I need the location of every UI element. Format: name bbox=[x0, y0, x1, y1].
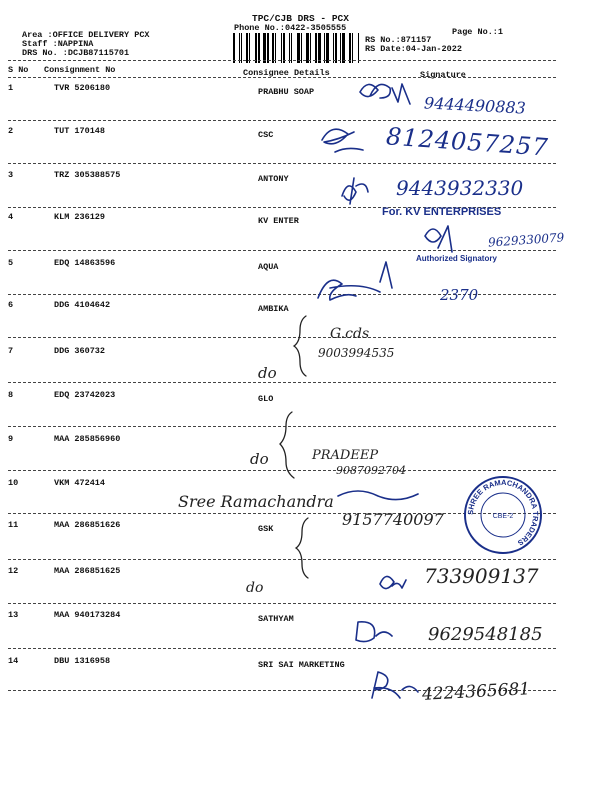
row10-handwritten-name: Sree Ramachandra bbox=[178, 492, 334, 511]
row-consignee: AQUA bbox=[258, 262, 279, 272]
row12-signature bbox=[380, 576, 406, 588]
row2-signature bbox=[322, 129, 363, 152]
area-label: Area :OFFICE DELIVERY PCX bbox=[22, 30, 150, 40]
row-consignee: KV ENTER bbox=[258, 216, 299, 226]
row-consignment-no: MAA 285856960 bbox=[54, 434, 121, 444]
rs-date: RS Date:04-Jan-2022 bbox=[365, 44, 462, 54]
row-consignment-no: DDG 360732 bbox=[54, 346, 106, 356]
col-signature: Signature bbox=[420, 70, 466, 80]
row1-signature bbox=[360, 84, 410, 104]
drs-number: DRS No. :DCJB87115701 bbox=[22, 48, 130, 58]
row6-handwritten-name: G.cds bbox=[330, 326, 370, 342]
kv-stamp-signatory: Authorized Signatory bbox=[416, 254, 497, 263]
row3-signature bbox=[342, 178, 368, 204]
row-sno: 14 bbox=[8, 656, 19, 666]
col-consignee: Consignee Details bbox=[243, 68, 330, 78]
row1-handwritten-phone: 9444490883 bbox=[423, 93, 527, 118]
row5-signature bbox=[318, 262, 392, 300]
row-sno: 8 bbox=[8, 390, 14, 400]
row4-handwritten-phone: 9629330079 bbox=[487, 230, 565, 250]
row14-handwritten-phone: 4224365681 bbox=[421, 679, 531, 705]
row-consignee: AMBIKA bbox=[258, 304, 289, 314]
row4-signature bbox=[425, 226, 452, 252]
seal-ring-text: SHREE RAMACHANDRA TRADERS bbox=[465, 477, 541, 548]
row-consignment-no: TVR 5206180 bbox=[54, 83, 111, 93]
row-sno: 4 bbox=[8, 212, 14, 222]
row2-handwritten-phone: 8124057257 bbox=[385, 122, 550, 162]
row-consignment-no: VKM 472414 bbox=[54, 478, 106, 488]
rs-number: RS No.:871157 bbox=[365, 35, 432, 45]
row-sno: 11 bbox=[8, 520, 19, 530]
row-sno: 9 bbox=[8, 434, 14, 444]
row-consignee: CSC bbox=[258, 130, 274, 140]
row13-handwritten-phone: 9629548185 bbox=[428, 624, 543, 645]
row-consignment-no: DBU 1316958 bbox=[54, 656, 111, 666]
row11-12-brace bbox=[296, 518, 308, 578]
row5-handwritten-text: 2370 bbox=[440, 286, 479, 304]
row3-handwritten-phone: 9443932330 bbox=[396, 176, 524, 200]
row6-handwritten-phone: 9003994535 bbox=[318, 346, 395, 360]
row10-handwritten-phone: 9157740097 bbox=[342, 510, 444, 529]
row6-7-brace bbox=[294, 316, 306, 376]
row-sno: 7 bbox=[8, 346, 14, 356]
row-consignment-no: TUT 170148 bbox=[54, 126, 106, 136]
row-consignment-no: EDQ 14863596 bbox=[54, 258, 116, 268]
row-consignment-no: TRZ 305388575 bbox=[54, 170, 121, 180]
document-title: TPC/CJB DRS - PCX bbox=[252, 13, 349, 24]
row-consignee: GSK bbox=[258, 524, 274, 534]
row12-ditto: do bbox=[246, 580, 264, 596]
row-sno: 1 bbox=[8, 83, 14, 93]
row-consignment-no: MAA 286851625 bbox=[54, 566, 121, 576]
col-sno: S No bbox=[8, 65, 29, 75]
row13-signature bbox=[356, 622, 392, 642]
row-consignment-no: MAA 940173284 bbox=[54, 610, 121, 620]
row9-handwritten-name: PRADEEP bbox=[312, 448, 379, 463]
row9-10-brace bbox=[280, 412, 294, 478]
row-sno: 6 bbox=[8, 300, 14, 310]
row-consignee: ANTONY bbox=[258, 174, 289, 184]
row14-signature bbox=[372, 672, 418, 698]
row10-scribble bbox=[338, 491, 418, 500]
sree-ramachandra-seal bbox=[462, 474, 544, 556]
row-consignment-no: DDG 4104642 bbox=[54, 300, 111, 310]
row12-handwritten-phone: 733909137 bbox=[424, 564, 539, 588]
row-sno: 3 bbox=[8, 170, 14, 180]
row-consignee: PRABHU SOAP bbox=[258, 87, 315, 97]
row9-handwritten-phone: 9087092704 bbox=[336, 464, 406, 477]
seal-center-text: CBE-2 bbox=[492, 513, 514, 520]
row-consignee: SRI SAI MARKETING bbox=[258, 660, 345, 670]
row7-ditto: do bbox=[258, 364, 277, 382]
phone-number: Phone No.:0422-3505555 bbox=[234, 23, 347, 33]
row-sno: 13 bbox=[8, 610, 19, 620]
kv-stamp-company: For. KV ENTERPRISES bbox=[382, 206, 502, 218]
row-consignment-no: EDQ 23742023 bbox=[54, 390, 116, 400]
row-consignee: SATHYAM bbox=[258, 614, 294, 624]
row-sno: 10 bbox=[8, 478, 19, 488]
row-sno: 5 bbox=[8, 258, 14, 268]
row-consignment-no: MAA 286851626 bbox=[54, 520, 121, 530]
col-consignment: Consignment No bbox=[44, 65, 116, 75]
staff-label: Staff :NAPPINA bbox=[22, 39, 94, 49]
row-consignee: GLO bbox=[258, 394, 274, 404]
row-sno: 12 bbox=[8, 566, 19, 576]
row-sno: 2 bbox=[8, 126, 14, 136]
page-number: Page No.:1 bbox=[452, 27, 504, 37]
row-consignment-no: KLM 236129 bbox=[54, 212, 106, 222]
row9-ditto: do bbox=[250, 450, 269, 468]
